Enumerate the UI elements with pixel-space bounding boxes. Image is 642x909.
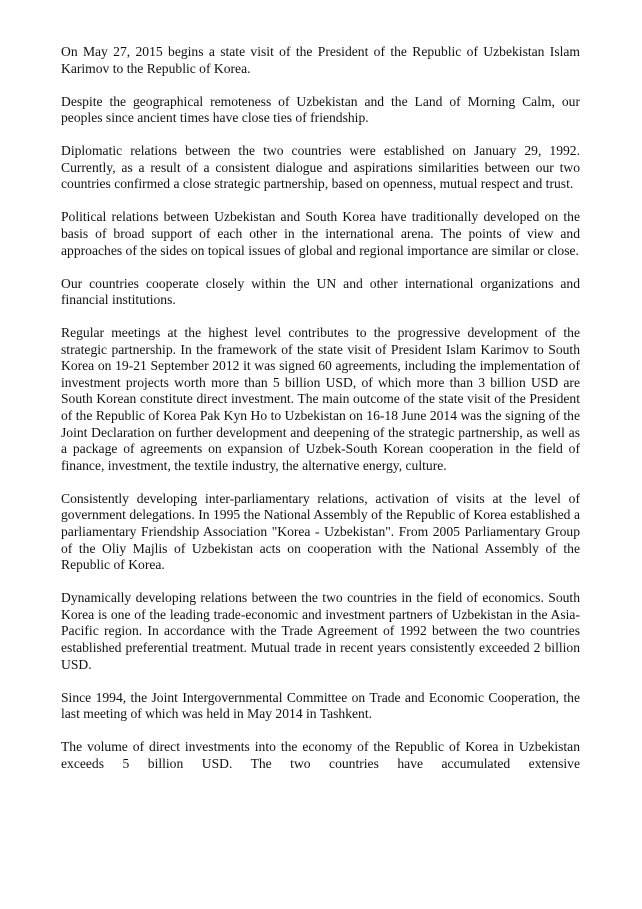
document-page [61, 44, 580, 789]
paragraph-diplomatic-relations: Diplomatic relations between the two countries were established on January 29, 1992. Currently, as a result of a consistent dialogue and aspirations similarities between our two countries confirmed a close strategic partnership, based on openness, mutual respect and trust. [61, 143, 580, 192]
paragraph-direct-investments: The volume of direct investments into the economy of the Republic of Korea in Uzbekistan exceeds 5 billion USD. The two countries have accumulated extensive [61, 739, 580, 771]
paragraph-un-cooperation: Our countries cooperate closely within the UN and other international organizations and financial institutions. [61, 275, 580, 308]
paragraph-political-relations: Political relations between Uzbekistan and South Korea have traditionally developed on the basis of broad support of each other in the international arena. The points of view and approaches of the sides on topical issues of global and regional importance are similar or close. [61, 209, 580, 258]
paragraph-intergovernmental-committee: Since 1994, the Joint Intergovernmental Committee on Trade and Economic Cooperation, the last meeting of which was held in May 2014 in Tashkent. [61, 689, 580, 722]
paragraph-state-visit: On May 27, 2015 begins a state visit of the President of the Republic of Uzbekistan Islam Karimov to the Republic of Korea. [61, 44, 580, 76]
paragraph-parliamentary-relations: Consistently developing inter-parliamentary relations, activation of visits at the level of government delegations. In 1995 the National Assembly of the Republic of Korea established a parliamentary Friendship Association "Korea - Uzbekistan". From 2005 Parliamentary Group of the Oliy Majlis of Uzbekistan acts on cooperation with the National Assembly of the Republic of Korea. [61, 490, 580, 573]
paragraph-economic-relations: Dynamically developing relations between the two countries in the field of economics. South Korea is one of the leading trade-economic and investment partners of Uzbekistan in the Asia-Pacific region. In accordance with the Trade Agreement of 1992 between the two countries established preferential treatment. Mutual trade in recent years consistently exceeded 2 billion USD. [61, 590, 580, 672]
paragraph-friendship: Despite the geographical remoteness of Uzbekistan and the Land of Morning Calm, our peoples since ancient times have close ties of friendship. [61, 93, 580, 126]
paragraph-high-level-meetings: Regular meetings at the highest level contributes to the progressive development of the strategic partnership. In the framework of the state visit of President Islam Karimov to South Korea on 19-21 September 2012 it was signed 60 agreements, including the implementation of investment projects worth more than 5 billion USD, of which more than 3 billion USD are South Korean constitute direct investment. The main outcome of the state visit of the President of the Republic of Korea Pak Kyn Ho to Uzbekistan on 16-18 June 2014 was the signing of the Joint Declaration on further development and deepening of the strategic partnership, as well as a package of agreements on expansion of Uzbek-South Korean cooperation in the field of finance, investment, the textile industry, the alternative energy, culture. [61, 325, 580, 473]
